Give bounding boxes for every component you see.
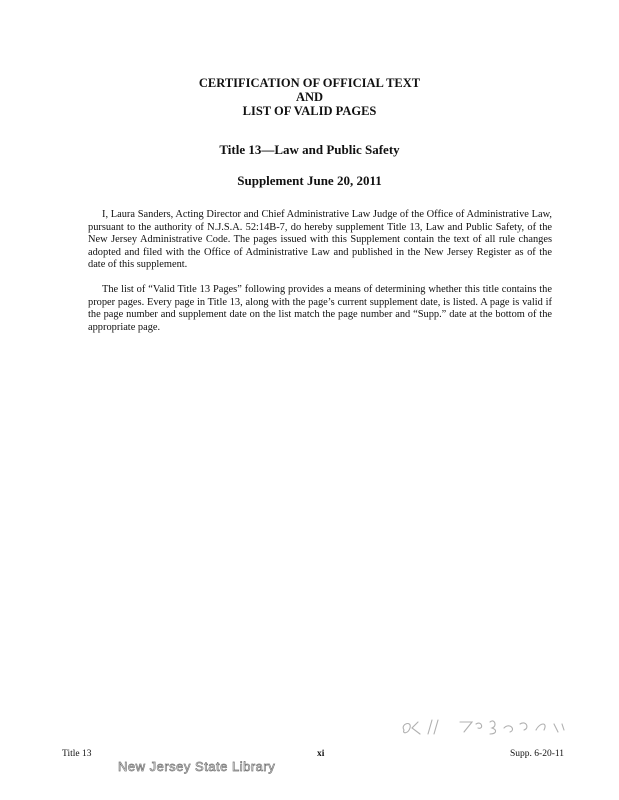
heading-line-3: LIST OF VALID PAGES [242, 104, 377, 118]
heading-line-2: AND [295, 90, 324, 104]
title-name: Title 13—Law and Public Safety [219, 142, 400, 157]
library-stamp: New Jersey State Library [118, 759, 276, 774]
heading-line-1: CERTIFICATION OF OFFICIAL TEXT [198, 76, 421, 90]
footer-page-number: xi [317, 749, 325, 759]
footer-title: Title 13 [62, 749, 92, 759]
certification-heading [0, 76, 619, 118]
footer-supplement: Supp. 6-20-11 [510, 749, 565, 759]
supplement-date: Supplement June 20, 2011 [237, 173, 382, 188]
valid-pages-paragraph: The list of “Valid Title 13 Pages” following provides a means of determining whether this title contains the proper pages. Every page in Title 13, along with the page’s current supplement date, is listed. A page is valid if the page number and supplement date on the list match the page number and “Supp.” date at the bottom of the appropriate page. [88, 284, 552, 333]
handwritten-signature [398, 712, 573, 740]
certification-paragraph: I, Laura Sanders, Acting Director and Chief Administrative Law Judge of the Office of Administrative Law, pursuant to the authority of N.J.S.A. 52:14B-7, do hereby supplement Title 13, Law and Public Safety, of the New Jersey Administrative Code. The pages issued with this Supplement contain the text of all rule changes adopted and filed with the Office of Administrative Law and published in the New Jersey Register as of the date of this supplement. [88, 209, 552, 271]
